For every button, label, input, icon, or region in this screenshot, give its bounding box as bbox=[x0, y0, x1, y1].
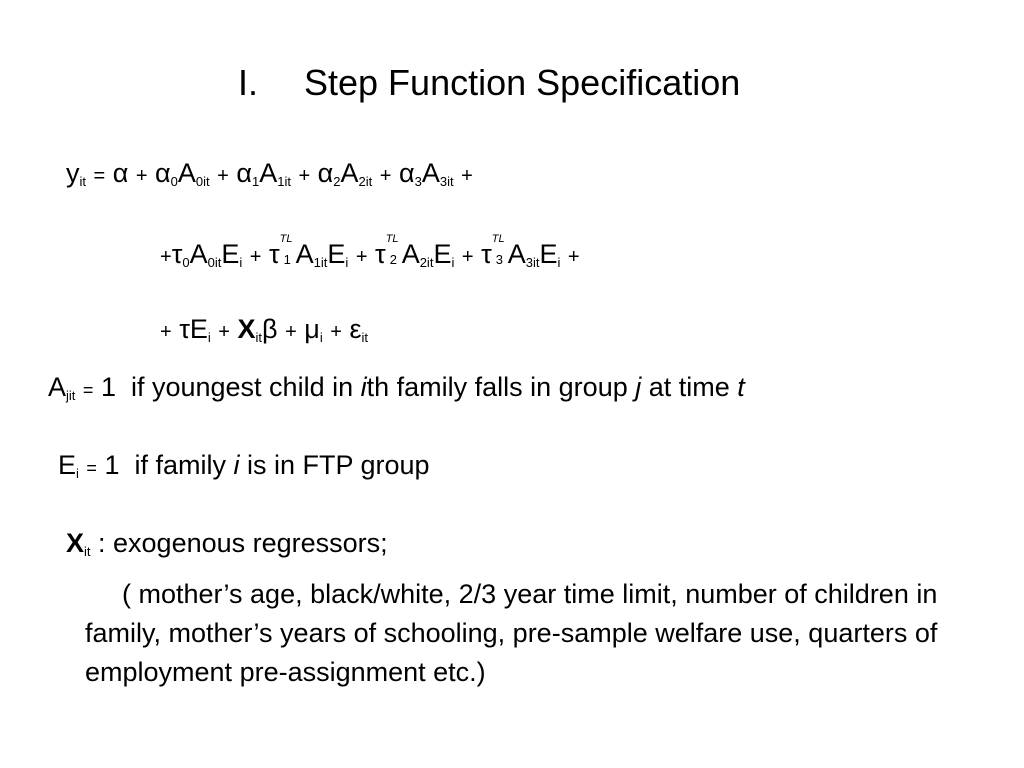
plus-sign: + bbox=[160, 246, 172, 268]
x-sub: it bbox=[255, 330, 263, 345]
equation-line-2 bbox=[160, 233, 580, 270]
plus-sign: + bbox=[160, 321, 172, 343]
e-var: E bbox=[58, 450, 77, 480]
e-sub: i bbox=[207, 330, 211, 345]
plus-sign: + bbox=[249, 246, 262, 268]
e-var: E bbox=[189, 314, 208, 344]
tau2-scripts bbox=[385, 233, 402, 267]
def-a-text-1: 1 if youngest child in bbox=[100, 372, 361, 402]
def-x-text: : exogenous regressors; bbox=[90, 528, 388, 558]
mu-sub: i bbox=[319, 330, 323, 345]
a2-sub: 2it bbox=[358, 174, 373, 189]
alpha0-sub: 0 bbox=[170, 174, 178, 189]
a-var: A bbox=[507, 239, 526, 269]
a2-sub: 2it bbox=[419, 255, 434, 270]
plus-sign: + bbox=[218, 321, 230, 343]
a3-sub: 3it bbox=[525, 255, 540, 270]
a-sub: jit bbox=[66, 388, 76, 403]
plus-sign: + bbox=[330, 321, 342, 343]
tau3: τ bbox=[481, 239, 492, 269]
epsilon: ε bbox=[349, 314, 362, 344]
a1-sub: 1it bbox=[313, 255, 328, 270]
x-sub: it bbox=[84, 544, 91, 559]
alpha3-sub: 3 bbox=[414, 174, 422, 189]
tau2-sub: 2 bbox=[389, 252, 397, 267]
tl-sup: TL bbox=[279, 233, 293, 245]
title-number: I. bbox=[238, 62, 259, 103]
tl-sup: TL bbox=[385, 233, 399, 245]
a1-sub: 1it bbox=[277, 174, 291, 189]
def-e-text-2: is in FTP group bbox=[239, 450, 430, 480]
e-sub: i bbox=[451, 255, 455, 270]
e-sub: i bbox=[76, 466, 79, 481]
plus-sign: + bbox=[285, 321, 297, 343]
a1-var: A bbox=[259, 158, 278, 188]
alpha2: α bbox=[317, 158, 334, 188]
definition-a bbox=[48, 372, 745, 403]
equals-sign: = bbox=[86, 458, 97, 478]
regressor-list-text: ( mother’s age, black/white, 2/3 year time limit, number of children in family, mother’s years of schooling, pre-sample welfare use, quarters of employment pre-assignment etc.) bbox=[85, 579, 938, 687]
def-a-t: t bbox=[737, 372, 745, 402]
e-sub: i bbox=[345, 255, 349, 270]
alpha-term: α bbox=[112, 158, 129, 188]
tau2: τ bbox=[375, 239, 386, 269]
a2-var: A bbox=[340, 158, 359, 188]
plus-sign: + bbox=[355, 246, 368, 268]
a-var: A bbox=[401, 239, 420, 269]
x-var: X bbox=[237, 314, 256, 344]
beta: β bbox=[262, 314, 278, 344]
def-a-i: i bbox=[360, 372, 367, 402]
def-e-text-1: 1 if family bbox=[104, 450, 234, 480]
alpha1-sub: 1 bbox=[251, 174, 260, 189]
y-var: y bbox=[66, 158, 80, 188]
equals-sign: = bbox=[82, 380, 94, 400]
mu: μ bbox=[304, 314, 320, 344]
tau0: τ bbox=[171, 239, 183, 269]
slide-title bbox=[238, 62, 740, 104]
def-a-j: j bbox=[635, 372, 642, 402]
a0-sub: 0it bbox=[195, 174, 210, 189]
regressor-list-paragraph bbox=[85, 575, 1005, 692]
plus-sign: + bbox=[379, 165, 392, 187]
title-text: Step Function Specification bbox=[304, 62, 741, 103]
tau1-sub: 1 bbox=[283, 252, 291, 267]
a-var: A bbox=[295, 239, 314, 269]
plus-sign: + bbox=[298, 165, 311, 187]
a0-sub: 0it bbox=[207, 255, 222, 270]
def-a-text-3: at time bbox=[641, 372, 738, 402]
a3-sub: 3it bbox=[439, 174, 454, 189]
plus-sign: + bbox=[461, 165, 473, 187]
tau0-sub: 0 bbox=[182, 255, 190, 270]
tau1-scripts bbox=[279, 233, 296, 267]
alpha1: α bbox=[236, 158, 252, 188]
a-var: A bbox=[48, 372, 67, 402]
e-var: E bbox=[433, 239, 452, 269]
x-var: X bbox=[66, 528, 85, 558]
a-var: A bbox=[189, 239, 208, 269]
equation-line-3 bbox=[160, 314, 368, 345]
equals-sign: = bbox=[93, 165, 106, 187]
plus-sign: + bbox=[461, 246, 474, 268]
tau1: τ bbox=[268, 239, 280, 269]
definition-e bbox=[58, 450, 430, 481]
e-sub: i bbox=[239, 255, 243, 270]
plus-sign: + bbox=[567, 246, 580, 268]
def-a-text-2: th family falls in group bbox=[366, 372, 636, 402]
tau3-sub: 3 bbox=[495, 252, 503, 267]
e-var: E bbox=[327, 239, 346, 269]
a3-var: A bbox=[421, 158, 440, 188]
tau3-scripts bbox=[491, 233, 508, 267]
def-e-i: i bbox=[233, 450, 240, 480]
definition-x bbox=[66, 528, 388, 559]
a0-var: A bbox=[177, 158, 196, 188]
plus-sign: + bbox=[135, 165, 148, 187]
epsilon-sub: it bbox=[361, 330, 368, 345]
plus-sign: + bbox=[217, 165, 229, 187]
e-sub: i bbox=[557, 255, 561, 270]
y-sub: it bbox=[79, 174, 86, 189]
tau: τ bbox=[179, 314, 190, 344]
tl-sup: TL bbox=[491, 233, 505, 245]
e-var: E bbox=[221, 239, 240, 269]
alpha2-sub: 2 bbox=[333, 174, 341, 189]
alpha0: α bbox=[155, 158, 171, 188]
equation-line-1 bbox=[66, 158, 473, 189]
e-var: E bbox=[539, 239, 558, 269]
alpha3: α bbox=[398, 158, 415, 188]
